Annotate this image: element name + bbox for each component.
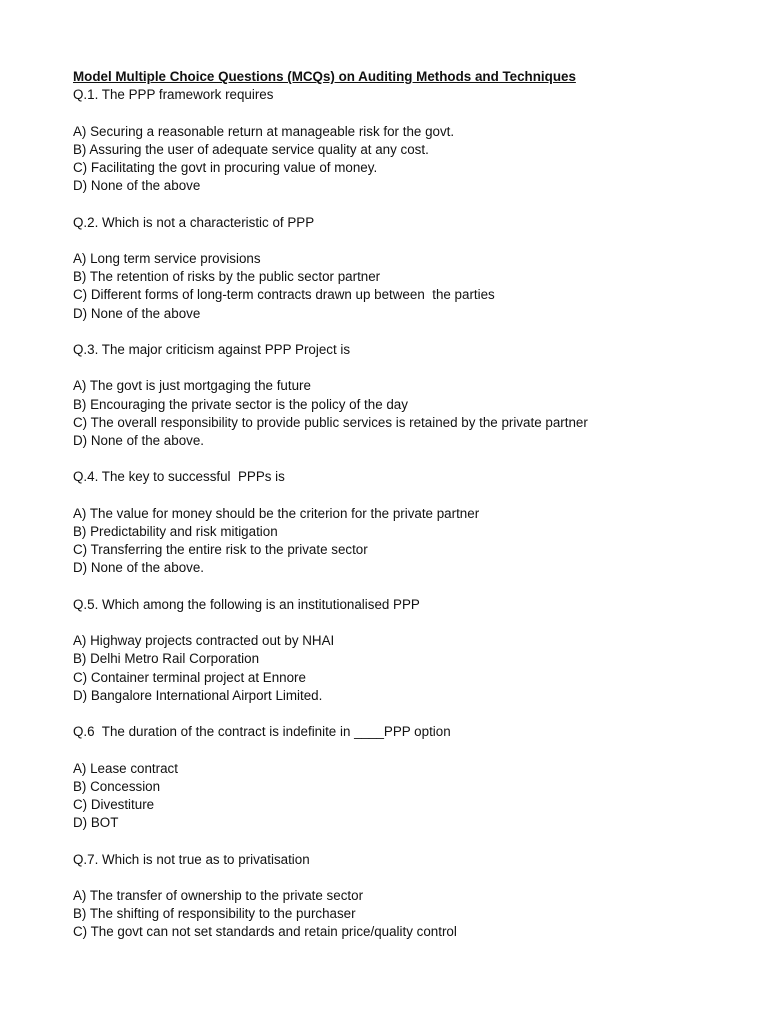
- question-text: Q.5. Which among the following is an institutionalised PPP: [73, 596, 420, 612]
- options-list: [73, 123, 753, 196]
- spacer: [73, 232, 753, 250]
- question-text: Q.7. Which is not true as to privatisation: [73, 851, 310, 867]
- option-c: C) Divestiture: [73, 796, 155, 812]
- spacer: [73, 832, 753, 850]
- option-c: C) Transferring the entire risk to the private sector: [73, 542, 368, 558]
- spacer: [73, 450, 753, 468]
- question-7: [73, 851, 753, 942]
- question-text: Q.6 The duration of the contract is indefinite in ____PPP option: [73, 724, 451, 740]
- spacer: [73, 741, 753, 759]
- question-2: [73, 214, 753, 341]
- spacer: [73, 869, 753, 887]
- option-d: D) None of the above: [73, 178, 201, 194]
- question-text: Q.4. The key to successful PPPs is: [73, 469, 285, 485]
- question-4: [73, 468, 753, 595]
- question-6: [73, 723, 753, 850]
- option-b: B) The shifting of responsibility to the purchaser: [73, 906, 356, 922]
- option-b: B) Encouraging the private sector is the policy of the day: [73, 396, 408, 412]
- spacer: [73, 578, 753, 596]
- option-d: D) None of the above.: [73, 432, 205, 448]
- option-b: B) Assuring the user of adequate service quality at any cost.: [73, 141, 429, 157]
- options-list: [73, 250, 753, 323]
- option-c: C) Container terminal project at Ennore: [73, 669, 306, 685]
- spacer: [73, 614, 753, 632]
- spacer: [73, 487, 753, 505]
- spacer: [73, 195, 753, 213]
- options-list: [73, 760, 753, 833]
- question-5: [73, 596, 753, 723]
- option-a: A) Long term service provisions: [73, 250, 261, 266]
- option-a: A) The value for money should be the criterion for the private partner: [73, 505, 480, 521]
- option-c: C) The govt can not set standards and retain price/quality control: [73, 924, 457, 940]
- option-a: A) Highway projects contracted out by NHAI: [73, 633, 335, 649]
- question-1: [73, 86, 753, 213]
- option-d: D) BOT: [73, 815, 119, 831]
- question-text: Q.3. The major criticism against PPP Project is: [73, 341, 351, 357]
- option-d: D) Bangalore International Airport Limited.: [73, 687, 323, 703]
- options-list: [73, 377, 753, 450]
- option-d: D) None of the above.: [73, 560, 205, 576]
- question-3: [73, 341, 753, 468]
- question-text: Q.1. The PPP framework requires: [73, 87, 274, 103]
- option-a: A) Securing a reasonable return at manageable risk for the govt.: [73, 123, 455, 139]
- option-b: B) The retention of risks by the public sector partner: [73, 269, 381, 285]
- option-c: C) Different forms of long-term contracts drawn up between the parties: [73, 287, 495, 303]
- option-d: D) None of the above: [73, 305, 201, 321]
- option-c: C) Facilitating the govt in procuring value of money.: [73, 160, 378, 175]
- option-b: B) Predictability and risk mitigation: [73, 523, 278, 539]
- option-a: A) The govt is just mortgaging the future: [73, 378, 311, 394]
- question-text: Q.2. Which is not a characteristic of PPP: [73, 214, 315, 230]
- spacer: [73, 359, 753, 377]
- spacer: [73, 705, 753, 723]
- spacer: [73, 104, 753, 122]
- spacer: [73, 323, 753, 341]
- option-c: C) The overall responsibility to provide public services is retained by the private partner: [73, 414, 588, 430]
- document-page: [73, 68, 753, 942]
- option-a: A) The transfer of ownership to the private sector: [73, 887, 364, 903]
- options-list: [73, 505, 753, 578]
- option-b: B) Concession: [73, 778, 161, 794]
- option-a: A) Lease contract: [73, 760, 178, 776]
- document-title: Model Multiple Choice Questions (MCQs) on Auditing Methods and Techniques: [73, 69, 576, 84]
- options-list: [73, 632, 753, 705]
- option-b: B) Delhi Metro Rail Corporation: [73, 651, 260, 667]
- options-list: [73, 887, 753, 942]
